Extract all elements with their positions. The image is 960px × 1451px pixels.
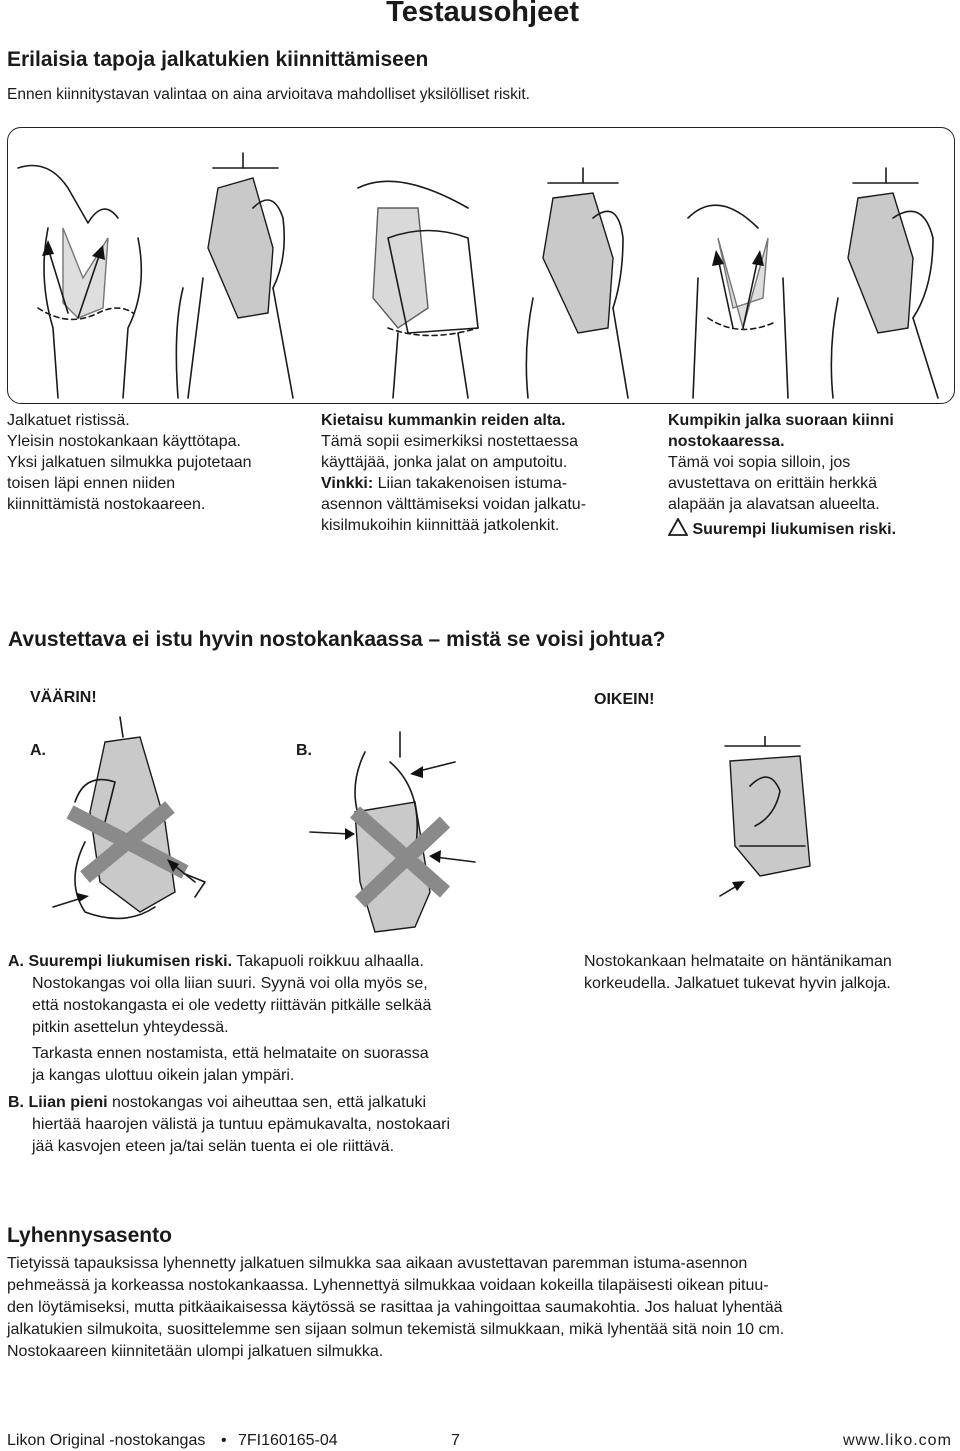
caption1-line1: Jalkatuet ristissä. <box>7 412 130 429</box>
section-heading-troubleshoot: Avustettava ei istu hyvin nostokankaassa – mistä se voisi johtua? <box>8 628 666 651</box>
illustration-panel <box>7 127 955 404</box>
text-check-line2: ja kangas ulottuu oikein jalan ympäri. <box>32 1067 295 1084</box>
caption2-tip-label: Vinkki: <box>321 475 374 492</box>
caption-crossed-legs <box>7 410 252 515</box>
illustration-seated-side-2 <box>526 168 628 398</box>
label-wrong: VÄÄRIN! <box>30 689 97 706</box>
page-header-title: Testausohjeet <box>386 0 579 28</box>
text-a-label: A. <box>8 953 24 970</box>
text-b-label: B. <box>8 1094 24 1111</box>
shortening-paragraph <box>7 1253 784 1363</box>
caption1-line5: kiinnittämistä nostokaareen. <box>7 496 206 513</box>
leg-attachment-illustrations <box>8 128 954 403</box>
illustration-wrong-b <box>305 712 480 942</box>
caption-thigh-wrap <box>321 410 586 536</box>
footer-url[interactable]: www.liko.com <box>843 1432 952 1449</box>
caption3-warning: Suurempi liukumisen riski. <box>692 521 897 538</box>
text-a-line4: pitkin asettelun yhteydessä. <box>32 1019 229 1036</box>
text-a-line2: Nostokangas voi olla liian suuri. <box>32 975 257 992</box>
label-b: B. <box>296 742 312 759</box>
caption1-line3: Yksi jalkatuen silmukka pujotetaan <box>7 454 252 471</box>
illustration-straight-legs <box>688 205 788 398</box>
label-a: A. <box>30 742 46 759</box>
caption-straight-legs <box>668 410 896 540</box>
text-b-line3: jää kasvojen eteen ja/tai selän tuenta ei ole riittävä. <box>32 1138 395 1155</box>
caption3-heading2: nostokaaressa. <box>668 433 785 450</box>
caption3-line5: alapään ja alavatsan alueelta. <box>668 496 880 513</box>
illustration-crossed-legs <box>18 166 141 399</box>
section-heading-attachment: Erilaisia tapoja jalkatukien kiinnittämiseen <box>7 48 429 71</box>
section-heading-shortening: Lyhennysasento <box>7 1224 172 1247</box>
footer-product: Likon Original -nostokangas <box>7 1432 206 1449</box>
caption1-line4: toisen läpi ennen niiden <box>7 475 176 492</box>
intro-text: Ennen kiinnitystavan valintaa on aina arvioitava mahdolliset yksilölliset riskit. <box>7 86 530 103</box>
text-a-line2b: Syynä voi olla myös se, <box>256 975 428 992</box>
illustration-correct <box>710 736 830 911</box>
caption2-line6: kisilmukoihin kiinnittää jatkolenkit. <box>321 517 560 534</box>
label-right: OIKEIN! <box>594 691 655 708</box>
explanation-correct <box>584 951 892 995</box>
text-b-rest1: nostokangas voi aiheuttaa sen, että jalkatuki <box>107 1094 426 1111</box>
text-check-line1: Tarkasta ennen nostamista, että helmataite on suorassa <box>32 1045 429 1062</box>
footer-page-number: 7 <box>451 1432 460 1449</box>
shortening-line2: pehmeässä ja korkeassa nostokankaassa. Lyhennettyä silmukkaa voidaan kokeilla tilapäisesti oikean pituu- <box>7 1277 769 1294</box>
shortening-line4: jalkatukien silmukoita, suosittelemme sen sijaan solmun tekemistä silmukkaan, mikä lyhentää sitä noin 10 cm. <box>7 1321 785 1338</box>
caption2-heading: Kietaisu kummankin reiden alta. <box>321 412 566 429</box>
illustration-seated-side-3 <box>831 168 938 398</box>
text-b-line2: hiertää haarojen välistä ja tuntuu epämukavalta, nostokaari <box>32 1116 451 1133</box>
warning-triangle-icon <box>668 518 688 536</box>
caption3-line4: avustettava on erittäin herkkä <box>668 475 878 492</box>
caption2-line4: Liian takakenoisen istuma- <box>373 475 568 492</box>
caption1-line2: Yleisin nostokankaan käyttötapa. <box>7 433 241 450</box>
caption3-heading1: Kumpikin jalka suoraan kiinni <box>668 412 894 429</box>
caption2-line2: Tämä sopii esimerkiksi nostettaessa <box>321 433 578 450</box>
text-right-line2: korkeudella. Jalkatuet tukevat hyvin jalkoja. <box>584 975 891 992</box>
shortening-line3: den löytämiseksi, mutta pitkäaikaisessa käytössä se rasittaa ja vahingoittaa saumakohtia. Jos haluat lyhentää <box>7 1299 783 1316</box>
text-a-rest1: Takapuoli roikkuu alhaalla. <box>232 953 424 970</box>
text-a-bold: Suurempi liukumisen riski. <box>24 953 233 970</box>
shortening-line5: Nostokaareen kiinnitetään ulompi jalkatuen silmukka. <box>7 1343 384 1360</box>
caption2-line3: käyttäjää, jonka jalat on amputoitu. <box>321 454 568 471</box>
illustration-seated-side-1 <box>176 153 293 398</box>
text-a-line3: että nostokangasta ei ole vedetty riittävän pitkälle selkää <box>32 997 432 1014</box>
text-b-bold: Liian pieni <box>24 1094 108 1111</box>
explanation-wrong <box>8 951 450 1158</box>
footer-bullet: • <box>221 1432 227 1449</box>
shortening-line1: Tietyissä tapauksissa lyhennetty jalkatuen silmukka saa aikaan avustettavan paremman istuma-asennon <box>7 1255 748 1272</box>
illustration-wrong-a <box>45 712 245 932</box>
footer-code: 7FI160165-04 <box>238 1432 338 1449</box>
illustration-thigh-wrap <box>358 181 478 398</box>
caption3-line3: Tämä voi sopia silloin, jos <box>668 454 851 471</box>
text-right-line1: Nostokankaan helmataite on häntänikaman <box>584 953 892 970</box>
caption2-line5: asennon välttämiseksi voidan jalkatu- <box>321 496 587 513</box>
